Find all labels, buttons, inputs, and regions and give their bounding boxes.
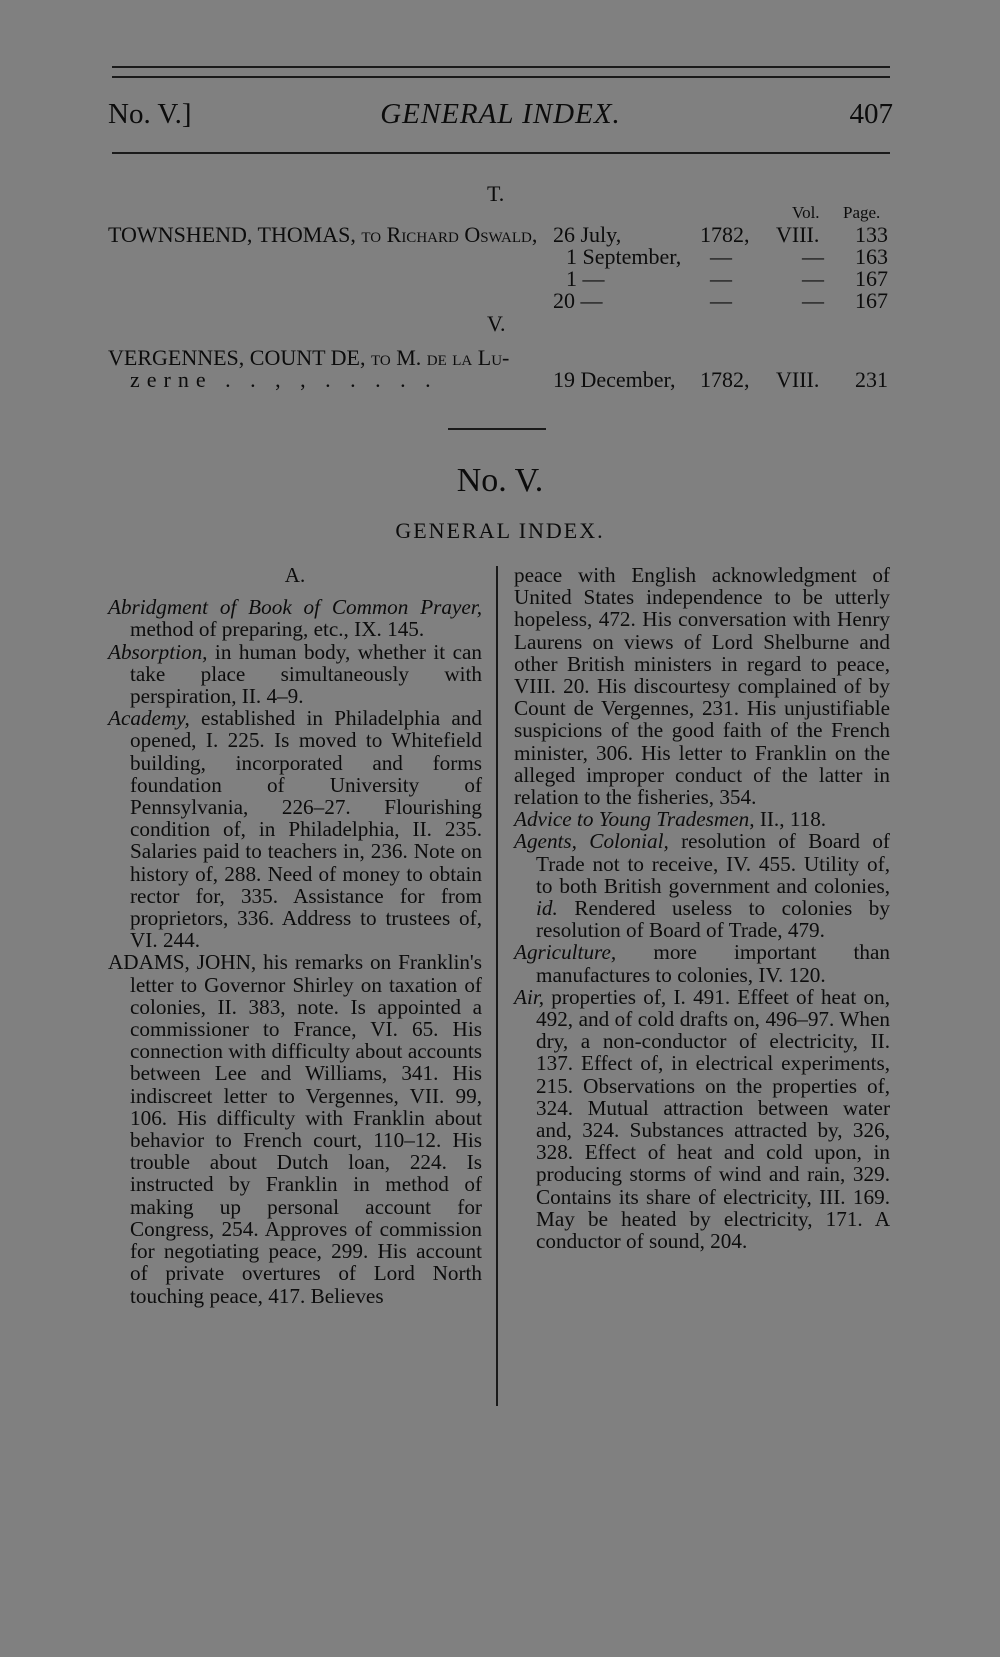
row-page: 163 (855, 244, 888, 269)
header-title: GENERAL INDEX. (380, 98, 621, 130)
section-letter-t: T. (487, 181, 505, 206)
index-entry (108, 951, 482, 1306)
townshend-entry: TOWNSHEND, THOMAS, to Richard Oswald, (108, 222, 538, 247)
row-year: — (710, 266, 732, 291)
row-year: 1782, (700, 222, 750, 247)
entry-text: method of preparing, etc., IX. 145. (130, 617, 425, 642)
entry-text: more important than manufactures to colonies, IV. 120. (536, 940, 890, 987)
row-date: 26 July, (553, 222, 622, 247)
column-divider (496, 566, 498, 1406)
entry-term: Air, (514, 984, 545, 1009)
row-vol: — (802, 266, 824, 291)
header-rule (112, 152, 890, 154)
vergennes-entry-line1: VERGENNES, COUNT DE, to M. de la Lu- (108, 345, 510, 370)
index-entry (514, 830, 890, 941)
continued-entry-text: peace with English acknowledgment of United States independence to be utterly hopeless, 472. His conversation with Henry Laurens on views of Lord Shelburne and other British ministers in regard to peace, VIII. 20. His discourtesy complained of by Count de Vergennes, 231. His unjustifiable suspicions of the good faith of the French minister, 306. His letter to Franklin on the alleged improper conduct of the latter in relation to the fisheries, 354. (514, 563, 890, 810)
index-entry (108, 596, 482, 640)
row-date: 1 September, (566, 244, 682, 269)
col-head-page: Page. (843, 203, 881, 222)
row-vol: VIII. (776, 222, 820, 247)
main-subtitle: GENERAL INDEX. (395, 518, 605, 543)
entry-id-abbrev: id. (536, 896, 558, 921)
entry-text: resolution of Board of Trade not to receive, IV. 455. Utility of, to both British government and colonies, (536, 829, 890, 898)
row-date: 20 — (553, 288, 603, 313)
vergennes-year: 1782, (700, 367, 750, 392)
col-head-vol: Vol. (792, 203, 820, 222)
left-index-column (108, 564, 482, 1307)
entry-term: Advice to Young Tradesmen, (514, 807, 755, 832)
vergennes-date: 19 December, (553, 367, 676, 392)
entry-text: established in Philadelphia and opened, I. 225. Is moved to Whitefield building, incorporated and forms foundation of University of Pennsylvania, 226–27. Flourishing condition of, in Philadelphia, II. 235. Salaries paid to teachers in, 236. Note on history of, 288. Need of money to obtain rector for, 335. Assistance for from proprietors, 336. Address to trustees of, VI. 244. (130, 706, 482, 953)
index-entry (108, 707, 482, 951)
row-vol: — (802, 288, 824, 313)
row-page: 167 (855, 266, 888, 291)
entry-term: Agriculture, (514, 940, 617, 965)
top-double-rule-upper (112, 66, 890, 68)
row-date: 1 — (566, 266, 605, 291)
entry-text: in human body, whether it can take place simultaneously with perspiration, II. 4–9. (130, 639, 482, 709)
row-page: 133 (855, 222, 888, 247)
right-index-column (514, 564, 890, 1252)
header-page-number: 407 (849, 98, 893, 130)
entry-term: Agents, Colonial, (514, 829, 669, 854)
section-divider (448, 428, 546, 430)
entry-term: Absorption, (108, 639, 208, 664)
row-year: — (710, 288, 732, 313)
index-entry (108, 641, 482, 708)
vergennes-page: 231 (855, 367, 888, 392)
entry-text: II., 118. (754, 807, 827, 832)
entry-term: Academy, (108, 706, 190, 731)
vergennes-entry-line2: zerne . . , , . . . . . (130, 367, 438, 392)
index-entry (514, 986, 890, 1252)
row-page: 167 (855, 288, 888, 313)
running-header (108, 98, 893, 138)
entry-term: ADAMS, JOHN, (108, 950, 257, 975)
entry-text: properties of, I. 491. Effeet of heat on, 492, and of cold drafts on, 496–97. When dry, a non-conductor of electricity, II. 137. Effect of, in electrical experiments, 215. Observations on the properties of, 324. Mutual attraction between water and, 324. Substances attracted by, 326, 328. Effect of heat and cold upon, in producing storms of wind and rain, 329. Contains its share of electricity, III. 169. May be heated by electricity, 171. A conductor of sound, 204. (536, 984, 890, 1254)
vergennes-vol: VIII. (776, 367, 820, 392)
index-entry (514, 808, 890, 830)
entry-text: his remarks on Franklin's letter to Governor Shirley on taxation of colonies, II. 383, note. Is appointed a commissioner to France, VI. 65. His connection with difficulty about accounts between Lee and Williams, 341. His indiscreet letter to Vergennes, VII. 99, 106. His difficulty with Franklin about behavior to French court, 110–12. His trouble about Dutch loan, 224. Is instructed by Franklin in method of making up personal account for Congress, 254. Approves of commission for negotiating peace, 299. His account of private overtures of Lord North touching peace, 417. Believes (130, 950, 482, 1308)
row-year: — (710, 244, 732, 269)
section-letter-v: V. (487, 311, 506, 336)
main-title: No. V. (456, 462, 544, 499)
top-double-rule-lower (112, 76, 890, 78)
letter-heading-a: A. (284, 563, 306, 587)
index-entry (514, 941, 890, 985)
entry-term: Abridgment of Book of Common Prayer, (108, 595, 482, 620)
header-number: No. V.] (108, 98, 192, 130)
entry-text: Rendered useless to colonies by resolution of Board of Trade, 479. (536, 896, 890, 943)
row-vol: — (802, 244, 824, 269)
